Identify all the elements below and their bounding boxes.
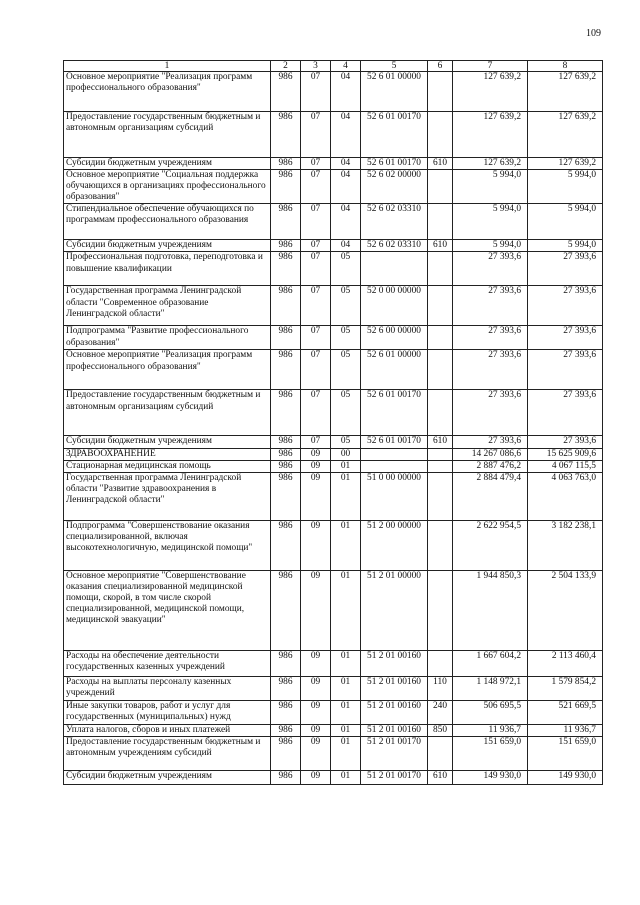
col-amount-1: 2 887 476,2 [453,460,528,472]
table-row [64,650,603,676]
col-subsection: 04 [331,72,361,112]
col-expense-type [428,736,453,770]
col-section: 07 [301,350,331,390]
row-name: Субсидии бюджетным учреждениям [64,436,271,448]
row-name: Субсидии бюджетным учреждениям [64,158,271,170]
col-amount-2: 521 669,5 [528,700,603,724]
col-amount-1: 27 393,6 [453,350,528,390]
row-name: ЗДРАВООХРАНЕНИЕ [64,448,271,460]
col-amount-2: 4 067 115,5 [528,460,603,472]
row-name: Подпрограмма "Развитие профессионального образования" [64,326,271,350]
col-amount-2: 1 579 854,2 [528,676,603,700]
row-name: Иные закупки товаров, работ и услуг для государственных (муниципальных) нужд [64,700,271,724]
table-row [64,204,603,240]
col-section: 07 [301,204,331,240]
table-row [64,240,603,252]
col-amount-2: 15 625 909,6 [528,448,603,460]
header-cell: 8 [528,61,603,72]
col-admin-code: 986 [271,390,301,436]
row-name: Расходы на обеспечение деятельности государственных казенных учреждений [64,650,271,676]
col-subsection: 04 [331,158,361,170]
col-section: 09 [301,520,331,570]
col-amount-1: 5 994,0 [453,204,528,240]
col-admin-code: 986 [271,436,301,448]
row-name: Основное мероприятие "Совершенствование оказания специализированной медицинской помощи, скорой, в том числе скорой специализированной, медицинской помощи, медицинской эвакуации" [64,570,271,650]
header-cell: 4 [331,61,361,72]
col-target-article: 51 0 00 00000 [361,472,428,520]
col-target-article: 52 6 01 00170 [361,390,428,436]
col-subsection: 04 [331,204,361,240]
col-expense-type [428,650,453,676]
row-name: Субсидии бюджетным учреждениям [64,240,271,252]
col-expense-type: 610 [428,240,453,252]
col-subsection: 01 [331,700,361,724]
col-amount-1: 27 393,6 [453,286,528,326]
col-amount-2: 27 393,6 [528,436,603,448]
col-amount-1: 5 994,0 [453,170,528,204]
header-cell: 5 [361,61,428,72]
col-expense-type [428,390,453,436]
col-target-article: 52 6 01 00000 [361,72,428,112]
col-subsection: 00 [331,448,361,460]
col-subsection: 05 [331,350,361,390]
col-amount-1: 127 639,2 [453,72,528,112]
col-section: 09 [301,736,331,770]
table-row [64,170,603,204]
col-amount-1: 14 267 086,6 [453,448,528,460]
col-amount-2: 149 930,0 [528,770,603,784]
col-subsection: 01 [331,570,361,650]
table-row [64,72,603,112]
col-target-article: 51 2 01 00160 [361,700,428,724]
col-amount-2: 11 936,7 [528,724,603,736]
col-admin-code: 986 [271,700,301,724]
col-section: 07 [301,436,331,448]
col-target-article: 52 6 02 03310 [361,240,428,252]
col-amount-1: 27 393,6 [453,436,528,448]
col-target-article: 52 6 01 00170 [361,158,428,170]
table-row [64,570,603,650]
row-name: Основное мероприятие "Социальная поддержка обучающихся в организациях профессионального образования" [64,170,271,204]
col-amount-1: 1 944 850,3 [453,570,528,650]
col-section: 09 [301,570,331,650]
row-name: Профессиональная подготовка, переподготовка и повышение квалификации [64,252,271,286]
col-admin-code: 986 [271,570,301,650]
col-expense-type: 610 [428,436,453,448]
col-expense-type [428,204,453,240]
header-cell: 6 [428,61,453,72]
col-admin-code: 986 [271,770,301,784]
col-target-article: 52 6 02 00000 [361,170,428,204]
col-amount-2: 27 393,6 [528,390,603,436]
col-section: 09 [301,448,331,460]
col-expense-type [428,472,453,520]
table-row [64,460,603,472]
row-name: Основное мероприятие "Реализация программ профессионального образования" [64,72,271,112]
col-amount-1: 2 622 954,5 [453,520,528,570]
col-amount-1: 27 393,6 [453,326,528,350]
col-section: 09 [301,472,331,520]
col-target-article: 52 6 01 00170 [361,112,428,158]
col-amount-2: 2 113 460,4 [528,650,603,676]
col-expense-type: 240 [428,700,453,724]
col-target-article: 51 2 01 00160 [361,650,428,676]
col-amount-2: 5 994,0 [528,204,603,240]
col-admin-code: 986 [271,448,301,460]
col-target-article: 52 6 01 00170 [361,436,428,448]
col-admin-code: 986 [271,676,301,700]
col-subsection: 01 [331,650,361,676]
col-amount-1: 5 994,0 [453,240,528,252]
budget-table [63,60,603,785]
col-subsection: 05 [331,390,361,436]
table-row [64,724,603,736]
col-subsection: 01 [331,676,361,700]
col-target-article: 52 6 01 00000 [361,350,428,390]
row-name: Основное мероприятие "Реализация программ профессионального образования" [64,350,271,390]
col-target-article: 51 2 01 00170 [361,770,428,784]
col-amount-2: 5 994,0 [528,170,603,204]
col-subsection: 04 [331,170,361,204]
col-subsection: 05 [331,286,361,326]
table-row [64,736,603,770]
col-admin-code: 986 [271,252,301,286]
row-name: Предоставление государственным бюджетным и автономным организациям субсидий [64,390,271,436]
table-row [64,448,603,460]
col-section: 09 [301,770,331,784]
col-target-article: 52 0 00 00000 [361,286,428,326]
col-subsection: 04 [331,240,361,252]
col-admin-code: 986 [271,170,301,204]
row-name: Предоставление государственным бюджетным и автономным организациям субсидий [64,112,271,158]
col-admin-code: 986 [271,286,301,326]
col-subsection: 05 [331,326,361,350]
col-subsection: 01 [331,460,361,472]
col-admin-code: 986 [271,520,301,570]
col-subsection: 05 [331,436,361,448]
col-amount-2: 127 639,2 [528,72,603,112]
col-admin-code: 986 [271,650,301,676]
col-expense-type: 850 [428,724,453,736]
col-target-article: 52 6 02 03310 [361,204,428,240]
col-amount-1: 149 930,0 [453,770,528,784]
col-amount-1: 506 695,5 [453,700,528,724]
col-amount-2: 151 659,0 [528,736,603,770]
row-name: Государственная программа Ленинградской области "Развитие здравоохранения в Ленинградской области" [64,472,271,520]
col-amount-2: 127 639,2 [528,158,603,170]
col-amount-1: 151 659,0 [453,736,528,770]
col-expense-type [428,570,453,650]
header-cell: 1 [64,61,271,72]
col-amount-2: 5 994,0 [528,240,603,252]
col-expense-type [428,460,453,472]
col-amount-2: 27 393,6 [528,326,603,350]
table-row [64,520,603,570]
col-amount-2: 27 393,6 [528,252,603,286]
header-row [64,61,603,72]
col-admin-code: 986 [271,204,301,240]
col-amount-2: 2 504 133,9 [528,570,603,650]
header-cell: 7 [453,61,528,72]
col-section: 09 [301,650,331,676]
col-amount-1: 11 936,7 [453,724,528,736]
col-section: 07 [301,326,331,350]
col-amount-1: 1 667 604,2 [453,650,528,676]
col-section: 07 [301,286,331,326]
col-admin-code: 986 [271,158,301,170]
col-section: 07 [301,170,331,204]
col-expense-type [428,286,453,326]
row-name: Подпрограмма "Совершенствование оказания специализированной, включая высокотехнологичную, медицинской помощи" [64,520,271,570]
col-amount-2: 27 393,6 [528,286,603,326]
table-row [64,112,603,158]
col-amount-1: 127 639,2 [453,112,528,158]
col-target-article: 51 2 00 00000 [361,520,428,570]
col-admin-code: 986 [271,326,301,350]
col-section: 07 [301,158,331,170]
col-amount-2: 4 063 763,0 [528,472,603,520]
col-amount-2: 3 182 238,1 [528,520,603,570]
col-subsection: 01 [331,736,361,770]
col-admin-code: 986 [271,240,301,252]
table-row [64,286,603,326]
col-expense-type [428,72,453,112]
col-target-article: 51 2 01 00170 [361,736,428,770]
col-section: 07 [301,252,331,286]
col-admin-code: 986 [271,736,301,770]
row-name: Расходы на выплаты персоналу казенных учреждений [64,676,271,700]
table-row [64,326,603,350]
col-subsection: 01 [331,724,361,736]
col-subsection: 04 [331,112,361,158]
col-admin-code: 986 [271,350,301,390]
col-section: 07 [301,390,331,436]
col-amount-2: 127 639,2 [528,112,603,158]
col-target-article: 52 6 00 00000 [361,326,428,350]
page-number: 109 [586,28,601,39]
col-expense-type [428,520,453,570]
col-target-article [361,252,428,286]
col-target-article [361,460,428,472]
header-cell: 3 [301,61,331,72]
table-row [64,252,603,286]
col-admin-code: 986 [271,724,301,736]
col-admin-code: 986 [271,112,301,158]
col-admin-code: 986 [271,472,301,520]
col-admin-code: 986 [271,460,301,472]
col-target-article: 51 2 01 00000 [361,570,428,650]
col-expense-type: 610 [428,158,453,170]
row-name: Стипендиальное обеспечение обучающихся по программам профессионального образования [64,204,271,240]
table-row [64,770,603,784]
col-expense-type: 110 [428,676,453,700]
header-cell: 2 [271,61,301,72]
col-target-article: 51 2 01 00160 [361,676,428,700]
col-amount-1: 2 884 479,4 [453,472,528,520]
col-expense-type [428,170,453,204]
col-amount-2: 27 393,6 [528,350,603,390]
table-row [64,390,603,436]
col-target-article [361,448,428,460]
table-row [64,472,603,520]
row-name: Предоставление государственным бюджетным и автономным учреждениям субсидий [64,736,271,770]
table-row [64,700,603,724]
col-expense-type: 610 [428,770,453,784]
col-admin-code: 986 [271,72,301,112]
col-subsection: 01 [331,520,361,570]
col-subsection: 01 [331,472,361,520]
row-name: Уплата налогов, сборов и иных платежей [64,724,271,736]
col-section: 09 [301,676,331,700]
col-section: 09 [301,460,331,472]
col-section: 07 [301,240,331,252]
col-expense-type [428,350,453,390]
col-subsection: 01 [331,770,361,784]
col-amount-1: 27 393,6 [453,252,528,286]
col-amount-1: 127 639,2 [453,158,528,170]
table-row [64,436,603,448]
table-row [64,676,603,700]
table-row [64,158,603,170]
col-expense-type [428,252,453,286]
col-amount-1: 1 148 972,1 [453,676,528,700]
col-section: 07 [301,112,331,158]
col-expense-type [428,448,453,460]
row-name: Стационарная медицинская помощь [64,460,271,472]
col-expense-type [428,326,453,350]
table-row [64,350,603,390]
col-section: 09 [301,700,331,724]
row-name: Субсидии бюджетным учреждениям [64,770,271,784]
col-amount-1: 27 393,6 [453,390,528,436]
col-section: 07 [301,72,331,112]
col-section: 09 [301,724,331,736]
col-expense-type [428,112,453,158]
col-subsection: 05 [331,252,361,286]
col-target-article: 51 2 01 00160 [361,724,428,736]
row-name: Государственная программа Ленинградской области "Современное образование Ленинградской области" [64,286,271,326]
